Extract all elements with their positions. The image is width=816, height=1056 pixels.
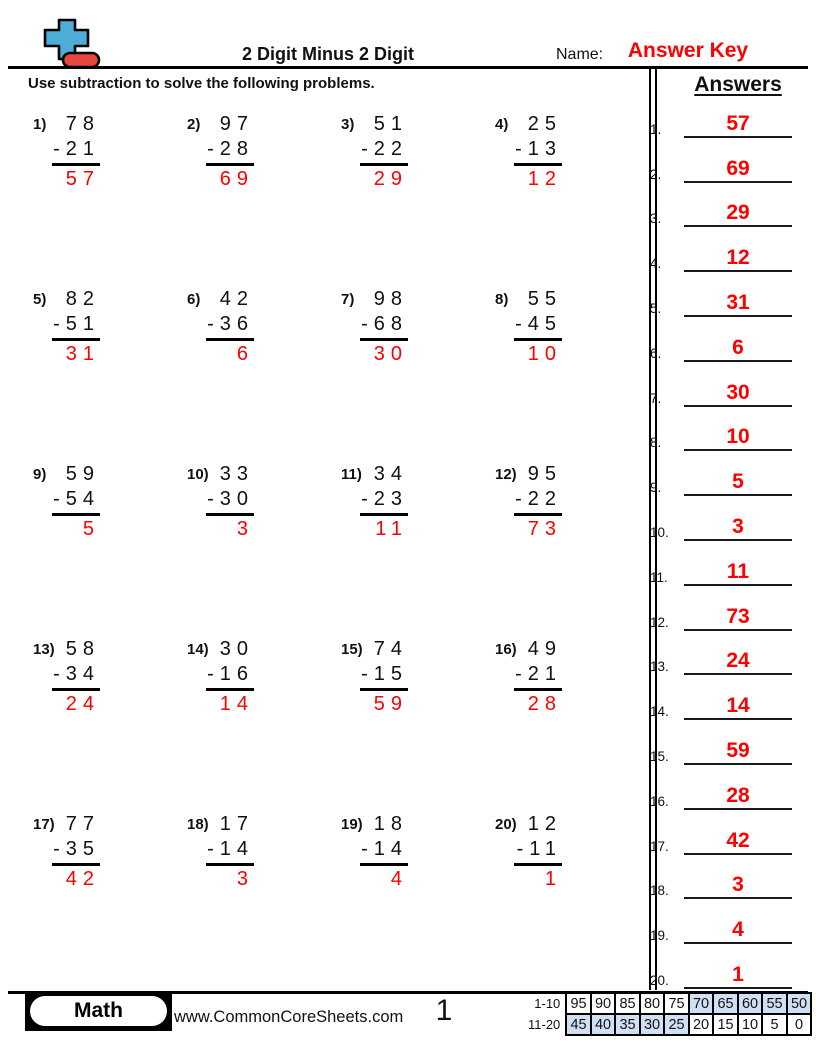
subtrahend: -45 (515, 313, 562, 335)
answer-blank-line (684, 405, 792, 407)
subtrahend: -23 (361, 488, 408, 510)
answer-blank-line (684, 897, 792, 899)
subtraction-line (514, 688, 562, 691)
answer-number: 13. (650, 659, 669, 675)
problem-5 (28, 287, 182, 462)
website-url: www.CommonCoreSheets.com (174, 1008, 404, 1026)
answer-value: 29 (726, 201, 750, 225)
subtrahend: -16 (207, 663, 254, 685)
answer-blank-line (684, 808, 792, 810)
problem-answer: 57 (65, 168, 100, 190)
subtrahend: -15 (361, 663, 408, 685)
problem-number: 8) (495, 291, 509, 308)
answer-item-12 (646, 588, 814, 633)
subtrahend: -22 (361, 138, 408, 160)
grade-cell: 10 (738, 1014, 763, 1035)
problem-number: 4) (495, 116, 509, 133)
answer-number: 15. (650, 748, 669, 764)
answer-number: 1. (650, 121, 662, 137)
problem-body (514, 287, 562, 366)
answer-number: 11. (650, 569, 668, 585)
problem-body (514, 112, 562, 191)
answer-value: 10 (726, 425, 750, 449)
problem-number: 11) (341, 466, 362, 483)
problem-answer: 31 (65, 343, 100, 365)
problem-body (52, 462, 100, 541)
grade-row-label: 11-20 (528, 1017, 561, 1032)
name-label: Name: (556, 46, 604, 63)
problem-answer: 4 (390, 868, 408, 890)
problem-10 (182, 462, 336, 637)
answer-key-label: Answer Key (627, 39, 749, 62)
answer-blank-line (684, 763, 792, 765)
problem-answer: 59 (373, 693, 408, 715)
subtrahend: -34 (53, 663, 100, 685)
problem-11 (336, 462, 490, 637)
minuend: 33 (219, 463, 254, 485)
problem-number: 14) (187, 641, 209, 658)
plus-minus-logo-icon (40, 17, 102, 69)
grade-cell: 35 (615, 1014, 640, 1035)
problem-answer: 6 (236, 343, 254, 365)
answer-item-20 (646, 946, 814, 991)
subtrahend: -68 (361, 313, 408, 335)
problem-number: 3) (341, 116, 355, 133)
subtraction-line (360, 338, 408, 341)
answer-item-10 (646, 498, 814, 543)
minuend: 34 (373, 463, 408, 485)
answer-value: 30 (726, 380, 750, 404)
problem-answer: 30 (373, 343, 408, 365)
answer-blank-line (684, 270, 792, 272)
subtrahend: -51 (53, 313, 100, 335)
grade-cell: 70 (689, 993, 714, 1014)
subtraction-line (52, 513, 100, 516)
answer-item-17 (646, 812, 814, 857)
problem-body (52, 637, 100, 716)
grade-cell: 40 (591, 1014, 616, 1035)
answer-number: 4. (650, 256, 662, 272)
subtraction-line (52, 163, 100, 166)
problems-grid (28, 112, 644, 990)
grade-cell: 90 (591, 993, 616, 1014)
answer-blank-line (684, 673, 792, 675)
grade-cell: 65 (713, 993, 738, 1014)
subtrahend: -22 (515, 488, 562, 510)
answer-blank-line (684, 449, 792, 451)
problem-7 (336, 287, 490, 462)
problem-number: 15) (341, 641, 363, 658)
problem-body (360, 462, 408, 541)
answer-item-1 (646, 95, 814, 140)
minuend: 78 (65, 113, 100, 135)
problem-14 (182, 637, 336, 812)
grade-cell: 20 (689, 1014, 714, 1035)
answer-number: 16. (650, 793, 669, 809)
problem-2 (182, 112, 336, 287)
minuend: 17 (219, 813, 254, 835)
problem-answer: 14 (219, 693, 254, 715)
problem-body (514, 812, 562, 891)
problem-number: 10) (187, 466, 209, 483)
answer-blank-line (684, 942, 792, 944)
answer-number: 18. (650, 883, 669, 899)
problem-body (360, 812, 408, 891)
grade-row-2 (528, 1014, 811, 1035)
problem-answer: 3 (236, 868, 254, 890)
answer-value: 5 (732, 470, 744, 494)
answer-value: 57 (726, 111, 750, 135)
answer-item-14 (646, 677, 814, 722)
problem-6 (182, 287, 336, 462)
answer-item-19 (646, 901, 814, 946)
subtrahend: -21 (53, 138, 100, 160)
minuend: 58 (65, 638, 100, 660)
grade-cell: 45 (566, 1014, 591, 1035)
problem-number: 16) (495, 641, 517, 658)
answer-number: 12. (650, 614, 669, 630)
answer-item-2 (646, 140, 814, 185)
problem-8 (490, 287, 644, 462)
instruction-text: Use subtraction to solve the following problems. (28, 75, 375, 92)
problem-20 (490, 812, 644, 987)
subtrahend: -21 (515, 663, 562, 685)
subtraction-line (514, 338, 562, 341)
subtraction-line (360, 163, 408, 166)
answer-number: 14. (650, 704, 669, 720)
problem-number: 18) (187, 816, 209, 833)
answer-item-4 (646, 229, 814, 274)
answer-number: 20. (650, 972, 669, 988)
problem-number: 20) (495, 816, 517, 833)
answer-value: 11 (726, 559, 750, 583)
answer-number: 19. (650, 928, 669, 944)
subject-label: Math (30, 996, 167, 1026)
subtrahend: -36 (207, 313, 254, 335)
subtraction-line (514, 513, 562, 516)
problem-9 (28, 462, 182, 637)
problem-body (206, 112, 254, 191)
answer-number: 3. (650, 211, 662, 227)
problem-answer: 5 (82, 518, 100, 540)
problem-body (52, 812, 100, 891)
problem-number: 17) (33, 816, 55, 833)
answer-value: 73 (726, 604, 750, 628)
minuend: 49 (527, 638, 562, 660)
problem-16 (490, 637, 644, 812)
answers-title: Answers (694, 73, 782, 96)
problem-answer: 24 (65, 693, 100, 715)
answer-item-13 (646, 633, 814, 678)
grading-table-body (528, 993, 811, 1035)
problem-number: 9) (33, 466, 47, 483)
answer-blank-line (684, 584, 792, 586)
answer-value: 31 (726, 290, 750, 314)
answer-blank-line (684, 853, 792, 855)
subtrahend: -13 (515, 138, 562, 160)
answer-value: 3 (732, 873, 744, 897)
answer-blank-line (684, 225, 792, 227)
minuend: 77 (65, 813, 100, 835)
answer-number: 9. (650, 480, 662, 496)
subtraction-line (52, 863, 100, 866)
problem-body (514, 637, 562, 716)
problem-number: 19) (341, 816, 363, 833)
answer-item-18 (646, 857, 814, 902)
problem-number: 12) (495, 466, 517, 483)
problem-number: 5) (33, 291, 47, 308)
grade-cell: 55 (762, 993, 787, 1014)
problem-13 (28, 637, 182, 812)
answer-number: 2. (650, 166, 662, 182)
answer-blank-line (684, 539, 792, 541)
subtrahend: -14 (207, 838, 254, 860)
answer-number: 17. (650, 838, 669, 854)
answer-value: 69 (726, 156, 750, 180)
answer-number: 7. (650, 390, 662, 406)
answer-value: 28 (726, 783, 750, 807)
answer-value: 59 (726, 738, 750, 762)
answer-item-6 (646, 319, 814, 364)
problem-answer: 1 (544, 868, 562, 890)
answer-number: 5. (650, 300, 662, 316)
answers-panel (646, 66, 814, 990)
subtrahend: -35 (53, 838, 100, 860)
grade-cell: 25 (664, 1014, 689, 1035)
problem-body (52, 287, 100, 366)
answers-list (646, 95, 814, 991)
problem-answer: 11 (375, 518, 408, 540)
problem-answer: 12 (527, 168, 562, 190)
subtraction-line (360, 513, 408, 516)
answer-blank-line (684, 136, 792, 138)
minuend: 55 (527, 288, 562, 310)
minuend: 25 (527, 113, 562, 135)
grade-cell: 75 (664, 993, 689, 1014)
problem-body (360, 112, 408, 191)
subtrahend: -30 (207, 488, 254, 510)
minuend: 18 (373, 813, 408, 835)
problem-18 (182, 812, 336, 987)
subject-badge (25, 991, 172, 1031)
answer-value: 12 (726, 246, 750, 270)
minuend: 30 (219, 638, 254, 660)
minuend: 95 (527, 463, 562, 485)
subtrahend: -28 (207, 138, 254, 160)
grade-cell: 85 (615, 993, 640, 1014)
problem-answer: 73 (527, 518, 562, 540)
problem-body (360, 287, 408, 366)
problem-body (206, 462, 254, 541)
problem-answer: 42 (65, 868, 100, 890)
answer-blank-line (684, 494, 792, 496)
subtraction-line (514, 863, 562, 866)
answer-value: 4 (732, 918, 744, 942)
answer-blank-line (684, 181, 792, 183)
answer-item-3 (646, 185, 814, 230)
answer-value: 24 (726, 649, 750, 673)
subtraction-line (514, 163, 562, 166)
subtrahend: -54 (53, 488, 100, 510)
problem-number: 6) (187, 291, 201, 308)
problem-number: 13) (33, 641, 55, 658)
minuend: 42 (219, 288, 254, 310)
problem-4 (490, 112, 644, 287)
answer-number: 10. (650, 524, 669, 540)
problem-3 (336, 112, 490, 287)
answer-blank-line (684, 629, 792, 631)
problem-body (514, 462, 562, 541)
grade-cell: 80 (640, 993, 665, 1014)
minuend: 98 (373, 288, 408, 310)
problem-12 (490, 462, 644, 637)
subtraction-line (360, 688, 408, 691)
answer-item-9 (646, 453, 814, 498)
answer-number: 8. (650, 435, 662, 451)
subtraction-line (206, 688, 254, 691)
grade-cell: 95 (566, 993, 591, 1014)
problem-answer: 69 (219, 168, 254, 190)
answer-item-11 (646, 543, 814, 588)
page-title: 2 Digit Minus 2 Digit (241, 44, 414, 64)
grade-row-label: 1-10 (534, 996, 561, 1011)
problem-15 (336, 637, 490, 812)
subtraction-line (360, 863, 408, 866)
problem-body (206, 637, 254, 716)
answer-blank-line (684, 315, 792, 317)
subtraction-line (52, 688, 100, 691)
minuend: 51 (373, 113, 408, 135)
answer-blank-line (684, 987, 792, 989)
answer-item-7 (646, 364, 814, 409)
answer-item-5 (646, 274, 814, 319)
grade-cell: 60 (738, 993, 763, 1014)
problem-answer: 29 (373, 168, 408, 190)
minuend: 12 (527, 813, 562, 835)
problem-body (52, 112, 100, 191)
grade-cell: 0 (787, 1014, 812, 1035)
grade-cell: 50 (787, 993, 812, 1014)
answer-value: 6 (732, 335, 744, 359)
subtraction-line (206, 338, 254, 341)
minuend: 82 (65, 288, 100, 310)
subtraction-line (206, 163, 254, 166)
subtrahend: -11 (516, 838, 562, 860)
problem-body (206, 287, 254, 366)
answer-value: 1 (732, 962, 744, 986)
answer-blank-line (684, 360, 792, 362)
problem-answer: 28 (527, 693, 562, 715)
grade-cell: 30 (640, 1014, 665, 1035)
subtraction-line (52, 338, 100, 341)
grade-row-1 (528, 993, 811, 1014)
problem-17 (28, 812, 182, 987)
answer-value: 3 (732, 514, 744, 538)
grading-table (528, 992, 812, 1036)
minuend: 59 (65, 463, 100, 485)
problem-answer: 10 (527, 343, 562, 365)
problem-1 (28, 112, 182, 287)
subtraction-line (206, 513, 254, 516)
page-number: 1 (435, 994, 453, 1027)
answer-item-8 (646, 409, 814, 454)
minuend: 97 (219, 113, 254, 135)
answer-number: 6. (650, 345, 662, 361)
problem-number: 1) (33, 116, 47, 133)
problem-body (206, 812, 254, 891)
answer-item-15 (646, 722, 814, 767)
problem-number: 7) (341, 291, 355, 308)
answer-value: 14 (726, 694, 750, 718)
problem-19 (336, 812, 490, 987)
grade-cell: 5 (762, 1014, 787, 1035)
grade-cell: 15 (713, 1014, 738, 1035)
answer-item-16 (646, 767, 814, 812)
answer-value: 42 (726, 828, 750, 852)
problem-body (360, 637, 408, 716)
problem-number: 2) (187, 116, 201, 133)
answer-blank-line (684, 718, 792, 720)
subtraction-line (206, 863, 254, 866)
problem-answer: 3 (236, 518, 254, 540)
subtrahend: -14 (361, 838, 408, 860)
minuend: 74 (373, 638, 408, 660)
